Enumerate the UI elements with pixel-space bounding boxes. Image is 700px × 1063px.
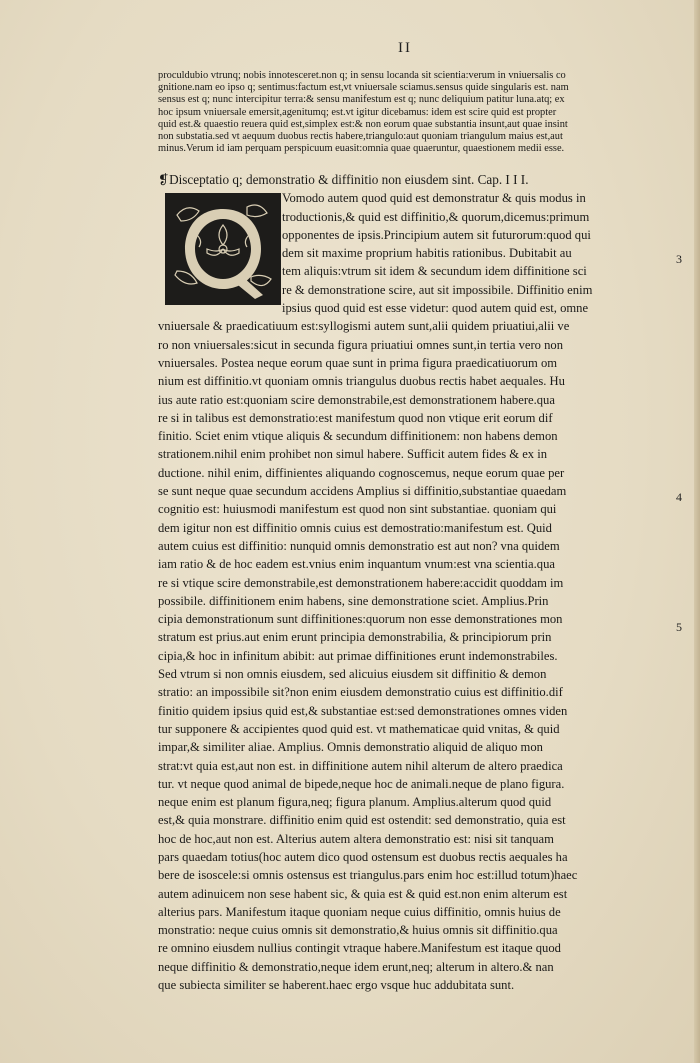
text-line: hoc ipsum vniuersale emersit,agenitumq; est.vt igitur dicebamus: idem est scire quid est propter — [158, 106, 557, 118]
text-line: tur supponere & accipientes quod quid est. vt mathematicae quid vnitas, & quid — [158, 721, 560, 736]
chapter-heading: ❡Disceptatio q; demonstratio & diffinitio non eiusdem sint. Cap. I I I. — [158, 172, 529, 187]
text-line: re si vtique scire demonstrabile,est demonstrationem habere:accidit quoddam im — [158, 575, 564, 590]
margin-number: 3 — [676, 252, 682, 266]
text-line: iam ratio & de hoc eadem est.vnius enim inquantum vnum:est vna scientia.qua — [158, 557, 555, 572]
text-line: ius aute ratio est:quoniam scire demonstrabile,est demonstrationem habere.qua — [158, 392, 555, 407]
text-line: re omnino eiusdem nullius contingit vtraque habere.Manifestum est itaque quod — [158, 941, 561, 956]
text-line: autem cuius est diffinitio: nunquid omnis demonstratio est aut non? vna quidem — [158, 538, 560, 553]
text-line: strationem.nihil enim prohibet non simul habere. Sufficit autem fides & ex in — [158, 447, 548, 462]
text-line: vniuersales. Postea neque eorum quae sunt in prima figura praedicatiuorum om — [158, 355, 558, 370]
text-line: stratio: an impossibile sit?non enim eiusdem demonstratio cuius est diffinitio.dif — [158, 685, 563, 700]
text-line: neque enim est planum figura,neq; figura planum. Amplius.alterum quod quid — [158, 795, 552, 810]
text-line: stratum est prius.aut enim erunt principia demonstrabilia, & principiorum prin — [158, 630, 552, 645]
text-line: hoc de hoc,aut non est. Alterius autem altera demonstratio est: nisi sit tanquam — [158, 831, 554, 846]
text-line: cipia,& hoc in infinitum abibit: aut primae diffinitiones erunt indemonstrabiles. — [158, 648, 558, 663]
text-line: dem igitur non est diffinitio omnis cuius est demostratio:manifestum est. Quid — [158, 520, 552, 535]
text-line: pars quaedam totius(hoc autem dico quod ostensum est duobus rectis aequales ha — [158, 849, 568, 864]
text-line: autem adinuicem non sese habent sic, & quia est & quid est.non enim alterum est — [158, 886, 568, 901]
text-line: ipsius quod quid est esse videtur: quod autem quid est, omne — [282, 301, 589, 316]
text-line: ro non vniuersales:sicut in secunda figura priuatiui omnes sunt,in tertia vero non — [158, 337, 564, 352]
top-paragraph — [158, 70, 670, 155]
margin-number: 5 — [676, 620, 682, 634]
text-line: bere de isoscele:si omnis ostensus est triangulus.pars enim hoc est:illud totum)haec — [158, 868, 578, 883]
text-line: strat:vt quia est,aut non est. in diffinitione autem nihil alterum de altero praedica — [158, 758, 563, 773]
text-line: que subiecta similiter se haberent.haec ergo vsque huc addubitata sunt. — [158, 978, 515, 993]
margin-number: 4 — [676, 490, 682, 504]
text-line: tem aliquis:vtrum sit idem & secundum idem diffinitione sci — [282, 264, 587, 279]
page-edge — [694, 0, 700, 1063]
text-line: monstratio: neque cuius omnis sit demonstratio,& huius omnis sit diffinitio.qua — [158, 923, 558, 938]
text-line: tur. vt neque quod animal de bipede,neque hoc de animali.neque de plano figura. — [158, 776, 565, 791]
text-line: re & demonstratione scire, aut sit impossibile. Diffinitio enim — [282, 282, 593, 297]
text-line: sensus est q; nunc intercipitur terra:& sensu manifestum est q; nunc deliquium patitur luna.atq; ex — [158, 94, 565, 106]
text-line: non substatia.sed vt aequum duobus rectis habere,triangulo:aut quoniam triangulum maius est,aut — [158, 131, 563, 143]
text-line: se sunt neque quae secundum accidens Amplius si diffinitio,substantiae quaedam — [158, 484, 567, 499]
text-line: quid est.& quaestio reuera quid est,simplex est:& non eorum quae substantia insunt,aut quae insint — [158, 118, 568, 130]
text-line: finitio. Sciet enim vtique aliquis & secundum diffinitionem: non habens demon — [158, 429, 558, 444]
text-line: alterius pars. Manifestum itaque quoniam neque cuius diffinitio, omnis huius de — [158, 904, 561, 919]
text-line: finitio quidem ipsius quid est,& substantiae est:sed demonstrationes omnes viden — [158, 703, 568, 718]
text-line: est,& quia monstrare. diffinitio enim quid est ostendit: sed demonstratio, quia est — [158, 813, 566, 828]
text-line: Vomodo autem quod quid est demonstratur & quis modus in — [282, 191, 586, 206]
text-line: cipia demonstrationum sunt diffinitiones:quorum non esse demonstrationes mon — [158, 612, 563, 627]
text-line: re si in talibus est demonstratio:est manifestum quod non vtique erit eorum dif — [158, 410, 553, 425]
text-line: opponentes de ipsis.Principium autem sit futurorum:quod qui — [282, 227, 591, 242]
text-line: vniuersale & praedicatiuum est:syllogismi autem sunt,alii quidem priuatiui,alii ve — [158, 319, 570, 334]
text-line: gnitione.nam eo ipso q; sentimus:factum est,vt vniuersale sciamus.sensus quide singularis est. nam — [158, 82, 569, 94]
text-line: proculdubio vtrunq; nobis innotesceret.non q; in sensu locanda sit scientia:verum in vniuersalis co — [158, 70, 566, 81]
text-line: cognitio est: huiusmodi manifestum est quod non sint substantiae. quoniam qui — [158, 502, 557, 517]
text-line: neque diffinitio & demonstratio,neque idem erunt,neq; alterum in altero.& nan — [158, 959, 554, 974]
text-line: impar,& similiter aliae. Amplius. Omnis demonstratio aliquid de aliquo mon — [158, 740, 543, 755]
text-line: troductionis,& quid est diffinitio,& quorum,dicemus:primum — [282, 209, 590, 224]
pilcrow-icon: ❡ — [158, 172, 170, 187]
chapter-block — [158, 171, 670, 994]
text-line: minus.Verum id iam perquam perspicuum euasit:omnia quae quaeruntur, quaestionem medii esse. — [158, 143, 565, 155]
text-line: ductione. nihil enim, diffinientes aliquando cognoscemus, neque eorum quae per — [158, 465, 565, 480]
text-line: possibile. diffinitionem enim habens, sine demonstratione sciet. Amplius.Prin — [158, 593, 549, 608]
text-line: dem sit maxime proprium habitis rationibus. Dubitabit au — [282, 246, 572, 261]
text-line: Sed vtrum si non omnis eiusdem, sed alicuius eiusdem sit diffinitio & demon — [158, 667, 547, 682]
folio-number: II — [398, 40, 412, 56]
text-line: nium est diffinitio.vt quoniam omnis triangulus duobus rectis habet aequales. Hu — [158, 374, 565, 389]
